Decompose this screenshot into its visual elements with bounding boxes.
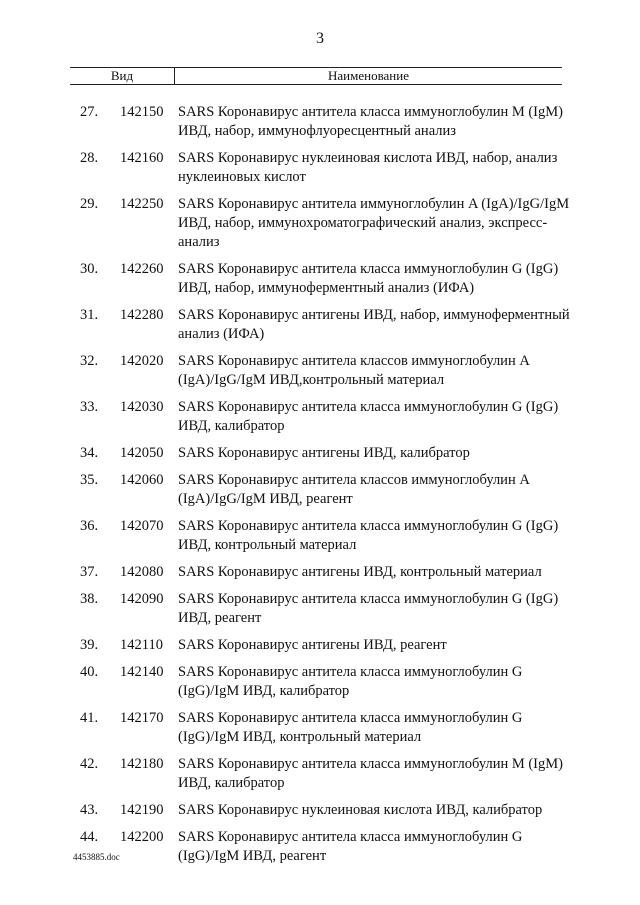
table-header bbox=[70, 67, 562, 85]
item-name: SARS Коронавирус антитела класса иммуноглобулин G (IgG)/IgM ИВД, контрольный материал bbox=[178, 710, 523, 745]
item-name: SARS Коронавирус антигены ИВД, калибратор bbox=[178, 445, 470, 461]
item-code: 142190 bbox=[120, 802, 164, 818]
item-code: 142150 bbox=[120, 104, 164, 120]
item-number: 37. bbox=[80, 564, 99, 580]
item-name: SARS Коронавирус нуклеиновая кислота ИВД, набор, анализ нуклеиновых кислот bbox=[178, 150, 558, 185]
list-item bbox=[0, 471, 640, 509]
item-list bbox=[0, 103, 640, 874]
item-code: 142170 bbox=[120, 710, 164, 726]
item-name: SARS Коронавирус нуклеиновая кислота ИВД, калибратор bbox=[178, 802, 543, 818]
item-name: SARS Коронавирус антитела классов иммуноглобулин A (IgA)/IgG/IgM ИВД, реагент bbox=[178, 472, 529, 507]
item-number: 30. bbox=[80, 261, 99, 277]
list-item bbox=[0, 103, 640, 141]
item-code: 142030 bbox=[120, 399, 164, 415]
item-name: SARS Коронавирус антитела класса иммуноглобулин G (IgG) ИВД, контрольный материал bbox=[178, 518, 559, 553]
item-name: SARS Коронавирус антитела класса иммуноглобулин G (IgG) ИВД, реагент bbox=[178, 591, 559, 626]
item-number: 38. bbox=[80, 591, 99, 607]
item-name: SARS Коронавирус антитела класса иммуноглобулин G (IgG)/IgM ИВД, реагент bbox=[178, 829, 523, 864]
list-item bbox=[0, 636, 640, 655]
list-item bbox=[0, 517, 640, 555]
item-number: 43. bbox=[80, 802, 99, 818]
item-number: 28. bbox=[80, 150, 99, 166]
item-code: 142080 bbox=[120, 564, 164, 580]
item-code: 142140 bbox=[120, 664, 164, 680]
item-code: 142060 bbox=[120, 472, 164, 488]
item-name: SARS Коронавирус антигены ИВД, реагент bbox=[178, 637, 447, 653]
item-name: SARS Коронавирус антитела иммуноглобулин A (IgA)/IgG/IgM ИВД, набор, иммунохроматографический анализ, экспресс-анализ bbox=[178, 196, 570, 250]
item-number: 42. bbox=[80, 756, 99, 772]
list-item bbox=[0, 709, 640, 747]
item-name: SARS Коронавирус антитела класса иммуноглобулин G (IgG) ИВД, набор, иммуноферментный анализ (ИФА) bbox=[178, 261, 559, 296]
item-name: SARS Коронавирус антитела класса иммуноглобулин M (IgM) ИВД, набор, иммунофлуоресцентный анализ bbox=[178, 104, 563, 139]
item-name: SARS Коронавирус антитела класса иммуноглобулин M (IgM) ИВД, калибратор bbox=[178, 756, 563, 791]
page-number: 3 bbox=[316, 30, 324, 47]
item-code: 142070 bbox=[120, 518, 164, 534]
item-name: SARS Коронавирус антитела класса иммуноглобулин G (IgG) ИВД, калибратор bbox=[178, 399, 559, 434]
list-item bbox=[0, 444, 640, 463]
item-number: 35. bbox=[80, 472, 99, 488]
item-name: SARS Коронавирус антигены ИВД, набор, иммуноферментный анализ (ИФА) bbox=[178, 307, 570, 342]
column-header-name: Наименование bbox=[328, 68, 409, 83]
list-item bbox=[0, 149, 640, 187]
item-number: 34. bbox=[80, 445, 99, 461]
item-code: 142050 bbox=[120, 445, 164, 461]
item-code: 142180 bbox=[120, 756, 164, 772]
list-item bbox=[0, 801, 640, 820]
item-number: 31. bbox=[80, 307, 99, 323]
header-bottom-rule bbox=[70, 84, 562, 85]
item-number: 36. bbox=[80, 518, 99, 534]
item-number: 40. bbox=[80, 664, 99, 680]
list-item bbox=[0, 755, 640, 793]
item-name: SARS Коронавирус антитела классов иммуноглобулин A (IgA)/IgG/IgM ИВД,контрольный материал bbox=[178, 353, 529, 388]
list-item bbox=[0, 260, 640, 298]
list-item bbox=[0, 563, 640, 582]
item-number: 33. bbox=[80, 399, 99, 415]
list-item bbox=[0, 663, 640, 701]
list-item bbox=[0, 306, 640, 344]
item-number: 39. bbox=[80, 637, 99, 653]
list-item bbox=[0, 398, 640, 436]
item-code: 142250 bbox=[120, 196, 164, 212]
list-item bbox=[0, 195, 640, 252]
footer-filename: 4453885.doc bbox=[73, 852, 120, 862]
item-code: 142260 bbox=[120, 261, 164, 277]
column-header-kind: Вид bbox=[110, 68, 134, 83]
item-code: 142090 bbox=[120, 591, 164, 607]
item-name: SARS Коронавирус антитела класса иммуноглобулин G (IgG)/IgM ИВД, калибратор bbox=[178, 664, 523, 699]
item-number: 29. bbox=[80, 196, 99, 212]
item-name: SARS Коронавирус антигены ИВД, контрольный материал bbox=[178, 564, 542, 580]
list-item bbox=[0, 352, 640, 390]
item-code: 142280 bbox=[120, 307, 164, 323]
item-number: 27. bbox=[80, 104, 99, 120]
item-code: 142200 bbox=[120, 829, 164, 845]
item-number: 44. bbox=[80, 829, 99, 845]
item-number: 41. bbox=[80, 710, 99, 726]
item-number: 32. bbox=[80, 353, 99, 369]
item-code: 142020 bbox=[120, 353, 164, 369]
list-item bbox=[0, 590, 640, 628]
item-code: 142110 bbox=[120, 637, 163, 653]
item-code: 142160 bbox=[120, 150, 164, 166]
